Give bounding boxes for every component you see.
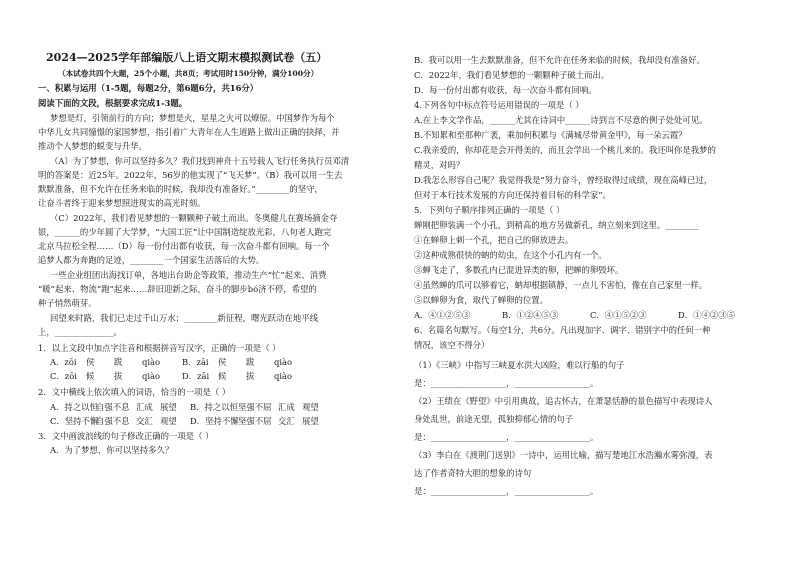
passage-line: 回望来时路，我们已走过千山万水；________新征程，曙光跃动在地平线 [50,313,318,323]
page-title: 2024—2025学年部编版八上语文期末模拟测试卷（五） [46,52,328,63]
option-text: B．①②④⑤③ [502,310,559,320]
passage-line: 推动个人梦想的蜕变与升华。 [38,141,147,151]
question-2-stem: 2．文中横线上依次填入的词语，恰当的一项是（ ） [38,387,231,397]
option-text: 拔 [246,371,255,381]
option-text: 侯 [86,357,95,367]
question-4-option: 但对于本行技术发展的方向还保持着目标的科学家”。 [414,190,611,200]
option-text: 拔 [114,371,123,381]
question-3-option-b: B．我可以用一生去默默准备，但不允许在任务来临的时候，我却没有准备好。 [414,55,705,65]
question-4-option: B.不知累和至那种广袤，乘加何积累与《满城尽带黄金甲》，每一朵云霞？ [414,130,687,140]
question-4-option: A.在上李文学作品，______尤其在诗词中______诗到言不尽意的例子处处可见。 [414,115,708,125]
option-text: qiào [274,371,293,381]
option-text: qiào [274,357,293,367]
question-2-options-row [50,416,326,427]
option-text: C．坚持不懈 [50,416,99,426]
passage-line: “暖”起来、物流“跑”起来……辞旧迎新之际，奋斗的脚步bó济不停，希望的 [38,284,317,294]
question-6-item: （2）王绩在《野望》中引用典故，追古怀古，在萧瑟恬静的景色描写中表现诗人 [414,396,713,406]
question-6-item: （3）李白在《渡荆门送别》一诗中，运用比喻，描写楚地江水浩瀚水雾弥漫，表 [414,450,713,460]
section-heading: 一、积累与运用（1-5题，每题2分，第6题6分，共16分） [38,83,259,93]
option-text: 候 [86,371,95,381]
option-text: 跋 [246,357,255,367]
passage-line: 北京马拉松全程……（D）每一份付出都有收获，每一次奋斗都有回响。每一个 [38,241,330,251]
question-1-options-row [50,371,304,382]
question-2-options-row [50,402,326,413]
option-text: A．zōi [50,357,77,367]
question-1-options-row [50,357,304,368]
passage-line: 中华儿女共同憧憬的家国梦想，指引着广大青年在人生道路上做出正确的抉择，并 [38,127,340,137]
option-text: 候 [218,371,227,381]
question-6-blank: 是：__________________，__________________。 [414,432,599,442]
passage-line: 明的答案是：近25年。2022年，56岁的他实现了“飞天梦”。（B）我可以用一生去 [38,170,343,180]
option-text: D．①④②③⑤ [678,310,735,320]
question-5-sentence: ④虽然蝉的爪可以够着它，蚋却根据镇静，一点儿不害怕，像在自己家里一样。 [414,280,708,290]
reading-intro: 阅读下面的文段，根据要求完成1-3题。 [38,98,188,108]
option-text: A．持之以恒 [50,402,98,412]
option-text: 坚强不屈 [238,416,272,426]
question-5-sentence: ③蝉飞走了，多数孔内已混进异类的卵，把蝉的卵毁坏。 [414,265,624,275]
passage-line: 让奋斗者终于迎来梦想照进现实的高光时刻。 [38,198,206,208]
option-text: 交汇 [136,416,153,426]
option-text: D．zāi [182,371,210,381]
question-5-sentence: ①在蝉卵上刺一个孔，把自己的卵放进去。 [414,235,574,245]
question-1-stem: 1．以上文段中加点字注音和根据拼音写汉字，正确的一项是（ ） [38,343,281,353]
question-6-stem: 6、名篇名句默写。（每空1分，共6分。凡出现加字、调字、错别字中的任何一种 [414,325,711,335]
option-text: 汇成 [136,402,153,412]
passage-line: 银，______的少年圆了大学梦，“大国工匠”让中国制造绽放光彩，八旬老人跑完 [38,227,332,237]
question-6-item: 身处乱世，前途无望，孤独抑郁心情的句子 [414,414,574,424]
option-text: 交汇 [278,416,295,426]
option-text: 自强不息 [96,416,130,426]
question-5-sentence: ⑤以蝉卵为食，取代了蝉卵的位置。 [414,295,548,305]
question-4-stem: 4.下列各句中标点符号运用错误的一项是（ ） [414,100,584,110]
question-3-stem: 3．文中画波浪线的句子修改正确的一项是（ ） [38,431,214,441]
option-text: qiào [142,357,161,367]
passage-line: 种子悄然萌芽。 [38,298,97,308]
passage-line: 梦想是灯，引领前行的方向；梦想是火，星星之火可以燎原。中国梦作为每个 [50,113,335,123]
question-6-blank: 是：__________________，__________________。 [414,378,599,388]
question-4-option: C.我亲爱的，你却花是会开得美的，而且会学出一个桃儿来的。我还叫你是我梦的 [414,145,716,155]
passage-line: 追梦人都为奔跑的足迹，________一个国家生活落后的大势。 [38,255,265,265]
question-5-sentence: ②这种成熟很快的蚋的幼虫，在这个小孔内有一个。 [414,250,607,260]
question-4-option: D.我怎么形容自己呢？我觉得我是“努力奋斗，曾经取得过成绩，现在高峰已过， [414,175,713,185]
passage-line: 一些企业组团出海找订单，各地出台助企等政策，推动生产“忙”起来、消费 [50,270,327,280]
passage-line: （A）为了梦想，你可以坚持多久？我们找到神舟十五号载人飞行任务执行员邓清 [50,156,350,166]
option-text: 跋 [114,357,123,367]
question-6-blank: 是：__________________，__________________。 [414,486,599,496]
option-text: 自强不息 [96,402,130,412]
question-5-options-row [414,310,758,321]
option-text: 坚强不屈 [238,402,272,412]
option-text: 观望 [160,416,177,426]
option-text: C．④①⑤②③ [590,310,647,320]
passage-line: 默默准备，但不允许在任务来临的时候，我却没有准备好。”________的坚守， [38,184,323,194]
option-text: B．zāi [182,357,209,367]
option-text: B．持之以恒 [190,402,239,412]
question-3-option-c: C．2022年，我们看见梦想的一颗颗种子破土而出。 [414,70,610,80]
option-text: C．zōi [50,371,77,381]
passage-line: （C）2022年，我们看见梦想的一颗颗种子破土而出。冬奥健儿在赛场摘金夺 [50,213,338,223]
question-6-item: 达了作者奇特大胆的想象的诗句 [414,468,532,478]
option-text: 侯 [218,357,227,367]
option-text: 展望 [302,416,319,426]
question-5-text: 蝉刚把卵装满一个小孔，到稍高的地方另做新孔，纳立刻来到这里。________ [414,220,699,230]
question-6-stem: 情况，该空不得分） [414,340,490,350]
question-4-option: 精灵，对吗？ [414,160,465,170]
option-text: A．④①②⑤③ [414,310,471,320]
question-6-item: （1）《三峡》中指写三峡夏水洪大凶险，难以行船的句子 [414,360,625,370]
passage-line: 上，______________。 [38,327,122,337]
option-text: 汇成 [278,402,295,412]
question-5-stem: 5．下列句子顺序排列正确的一项是（ ） [414,205,565,215]
option-text: qiào [142,371,161,381]
exam-note: （本试卷共四个大题，25个小题，共8页；考试用时150分钟，满分100分） [58,69,319,78]
question-3-option-d: D．每一份付出都有收获，每一次奋斗都有回响。 [414,85,597,95]
option-text: 观望 [302,402,319,412]
question-3-option-a: A．为了梦想，你可以坚持多久？ [50,445,174,455]
option-text: D．坚持不懈 [190,416,239,426]
option-text: 展望 [160,402,177,412]
